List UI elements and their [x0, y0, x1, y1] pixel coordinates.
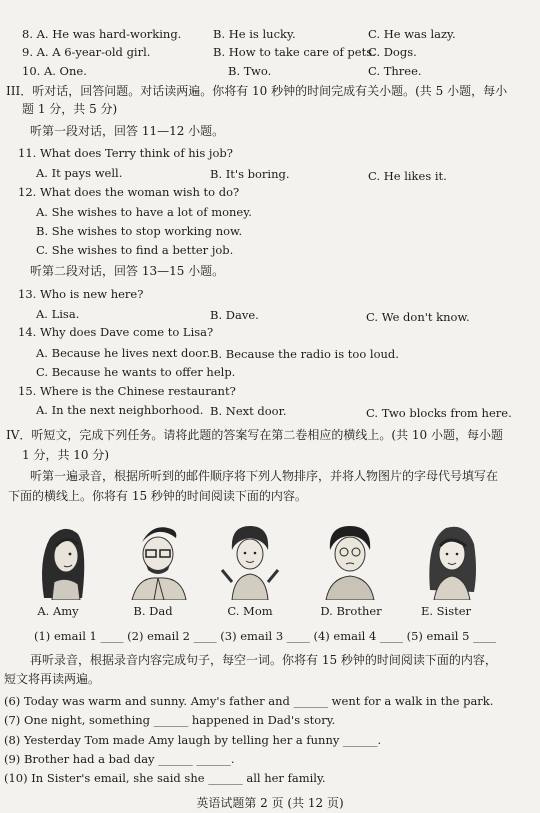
person-label-mom: C. Mom: [227, 604, 273, 618]
q12-text: 12. What does the woman wish to do?: [18, 185, 240, 199]
q8-option-a: 8. A. He was hard-working.: [22, 27, 182, 41]
person-label-dad: B. Dad: [133, 604, 173, 618]
brother-portrait-image: [318, 520, 380, 600]
q15-text: 15. Where is the Chinese restaurant?: [18, 384, 236, 398]
q9-option-a: 9. A. A 6-year-old girl.: [22, 45, 151, 59]
q10-option-b: B. Two.: [228, 64, 272, 78]
section4-intro-line2: 下面的横线上。你将有 15 秒钟的时间阅读下面的内容。: [8, 489, 307, 503]
q12-option-c: C. She wishes to find a better job.: [36, 243, 234, 257]
sentence-10: (10) In Sister's email, she said she ______ all her family.: [4, 771, 326, 785]
sentence-7: (7) One night, something ______ happened in Dad's story.: [4, 713, 336, 727]
person-label-amy: A. Amy: [37, 604, 79, 618]
q13-text: 13. Who is new here?: [18, 287, 144, 301]
person-label-sister: E. Sister: [420, 604, 472, 618]
q13-option-a: A. Lisa.: [36, 307, 80, 321]
section3-heading-cont: 题 1 分，共 5 分): [22, 102, 118, 116]
q12-option-b: B. She wishes to stop working now.: [36, 224, 243, 238]
page-footer: 英语试题第 2 页 (共 12 页): [196, 796, 344, 810]
dialogue2-instruction: 听第二段对话，回答 13—15 小题。: [30, 264, 225, 278]
section4-heading: IV．听短文，完成下列任务。请将此题的答案写在第二卷相应的横线上。(共 10 小题，每小题: [6, 428, 503, 442]
sentence-8: (8) Yesterday Tom made Amy laugh by telling her a funny ______.: [4, 733, 382, 747]
sentence-6: (6) Today was warm and sunny. Amy's father and ______ went for a walk in the park.: [4, 694, 494, 708]
section4-intro-line3: 再听录音，根据录音内容完成句子，每空一词。你将有 15 秒钟的时间阅读下面的内容，: [30, 653, 497, 667]
q11-text: 11. What does Terry think of his job?: [18, 146, 233, 160]
q10-option-a: 10. A. One.: [22, 64, 87, 78]
q13-option-c: C. We don't know.: [366, 310, 470, 324]
q8-option-c: C. He was lazy.: [368, 27, 456, 41]
q13-option-b: B. Dave.: [210, 308, 259, 322]
q9-option-c: C. Dogs.: [368, 45, 417, 59]
sister-portrait-image: [420, 520, 482, 600]
q8-option-b: B. He is lucky.: [213, 27, 296, 41]
section4-intro-line1: 听第一遍录音，根据所听到的邮件顺序将下列人物排序，并将人物图片的字母代号填写在: [30, 469, 499, 483]
mom-portrait-image: [218, 520, 280, 600]
q14-option-a: A. Because he lives next door.: [36, 346, 211, 360]
q15-option-a: A. In the next neighborhood.: [36, 403, 204, 417]
q15-option-c: C. Two blocks from here.: [366, 406, 512, 420]
dad-portrait-image: [128, 520, 190, 600]
section3-heading: III．听对话，回答问题。对话读两遍。你将有 10 秒钟的时间完成有关小题。(共 5 小题，每小: [6, 84, 508, 98]
section4-intro-line4: 短文将再读两遍。: [4, 672, 101, 686]
q14-option-b: B. Because the radio is too loud.: [210, 347, 399, 361]
sentence-9: (9) Brother had a bad day ______ ______.: [4, 752, 235, 766]
person-label-brother: D. Brother: [320, 604, 382, 618]
email-order-blanks: (1) email 1 ____ (2) email 2 ____ (3) email 3 ____ (4) email 4 ____ (5) email 5 ____: [34, 629, 497, 643]
amy-portrait-image: [30, 520, 92, 600]
q11-option-c: C. He likes it.: [368, 169, 447, 183]
q11-option-b: B. It's boring.: [210, 167, 290, 181]
q12-option-a: A. She wishes to have a lot of money.: [36, 205, 252, 219]
q14-text: 14. Why does Dave come to Lisa?: [18, 325, 214, 339]
q10-option-c: C. Three.: [368, 64, 422, 78]
dialogue1-instruction: 听第一段对话，回答 11—12 小题。: [30, 124, 225, 138]
section4-heading-cont: 1 分，共 10 分): [22, 448, 110, 462]
q11-option-a: A. It pays well.: [36, 166, 123, 180]
q15-option-b: B. Next door.: [210, 404, 287, 418]
q14-option-c: C. Because he wants to offer help.: [36, 365, 236, 379]
q9-option-b: B. How to take care of pets.: [213, 45, 376, 59]
